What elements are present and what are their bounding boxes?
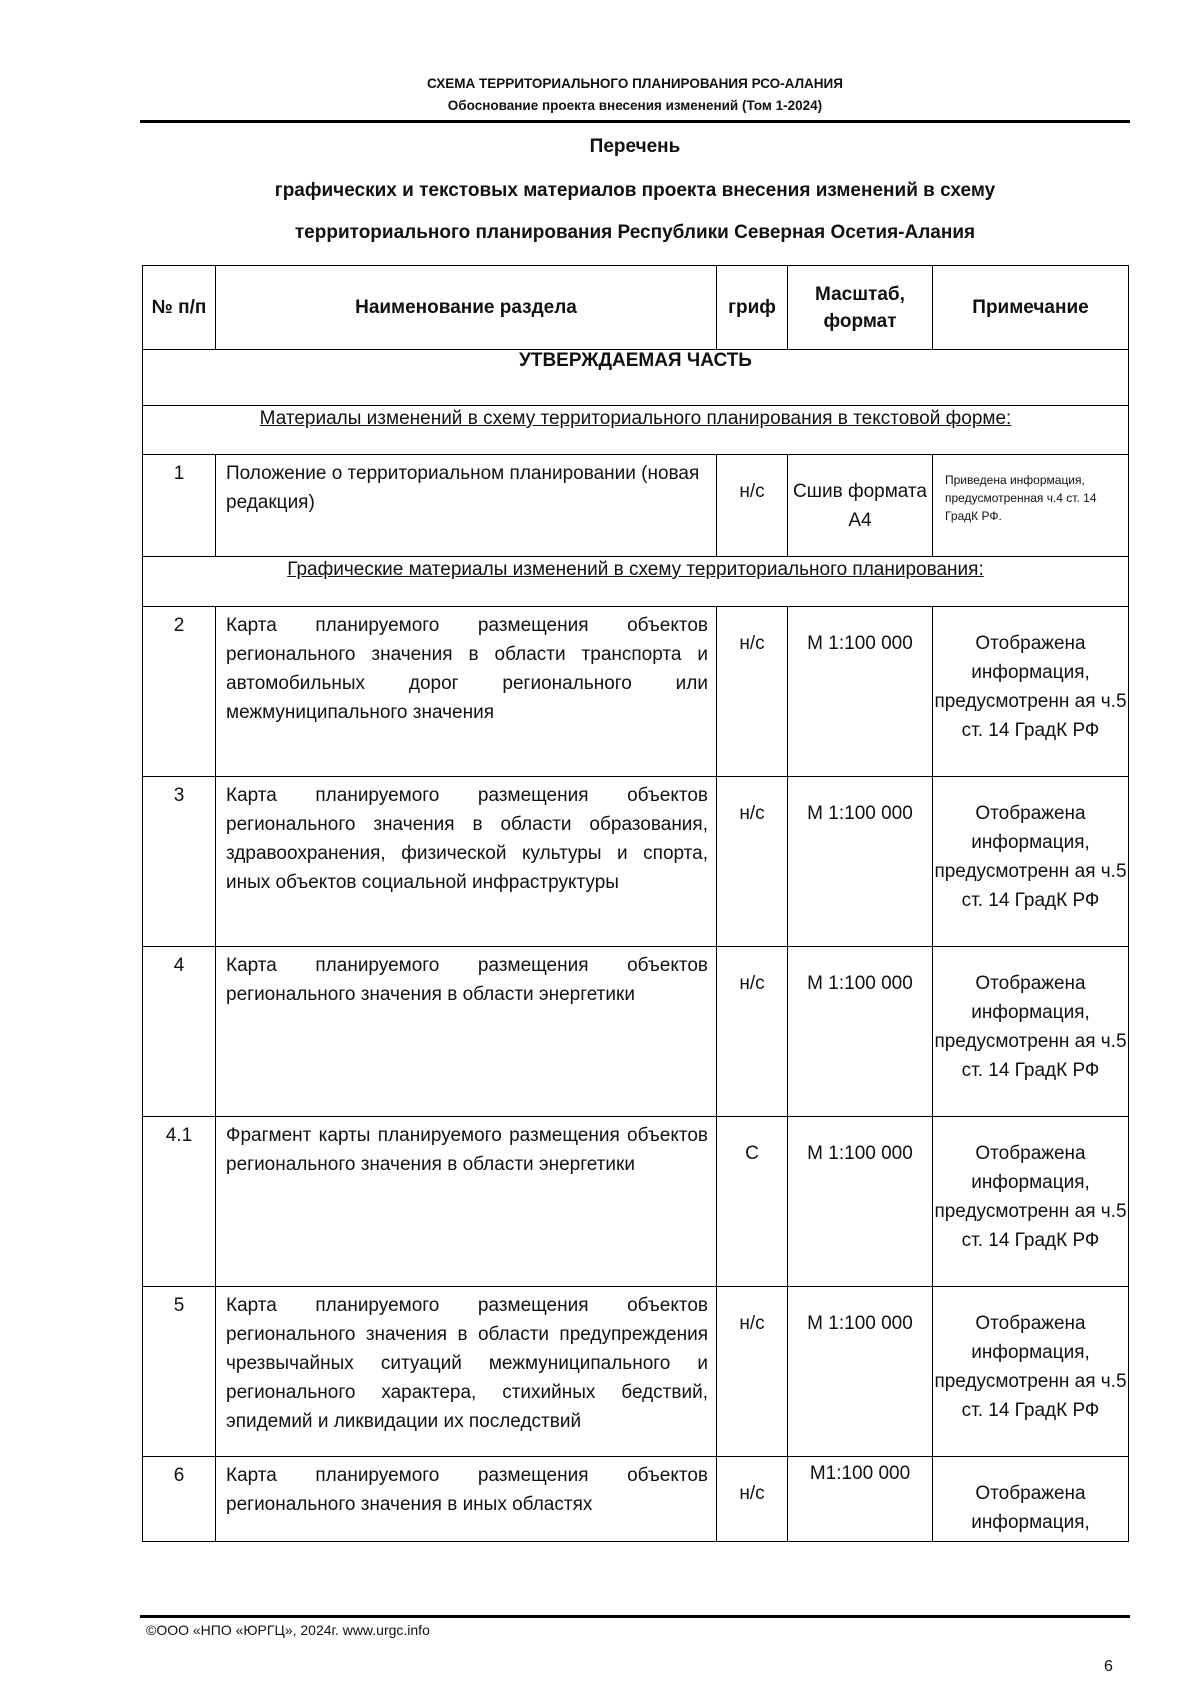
header-rule	[140, 120, 1130, 123]
row-num: 6	[143, 1457, 216, 1542]
table-row	[143, 1457, 1129, 1542]
row-name: Карта планируемого размещения объектов регионального значения в области энергетики	[216, 947, 717, 1117]
row-name: Карта планируемого размещения объектов регионального значения в области предупреждения чрезвычайных ситуаций межмуниципального и регионального характера, стихийных бедствий, эпидемий и ликвидации их последствий	[216, 1287, 717, 1457]
table-row	[143, 1117, 1129, 1287]
row-num: 3	[143, 777, 216, 947]
document-subtitle-line-2: территориального планирования Республики Северная Осетия-Алания	[294, 222, 976, 243]
footer-copyright: ©ООО «НПО «ЮРГЦ», 2024г. www.urgc.info	[146, 1622, 430, 1638]
row-note: Приведена информация, предусмотренная ч.4 ст. 14 ГрадК РФ.	[933, 455, 1129, 557]
row-name: Фрагмент карты планируемого размещения объектов регионального значения в области энергетики	[216, 1117, 717, 1287]
footer-rule	[140, 1615, 1130, 1618]
row-note: Отображена информация, предусмотренн ая ч.5 ст. 14 ГрадК РФ	[933, 1287, 1129, 1457]
row-num: 4.1	[143, 1117, 216, 1287]
document-subtitle-line-1: графических и текстовых материалов проекта внесения изменений в схему	[274, 180, 996, 201]
header-name: Наименование раздела	[216, 266, 717, 350]
row-grif: н/с	[717, 455, 788, 557]
section-row-text	[143, 406, 1129, 455]
row-note: Отображена информация,	[933, 1457, 1129, 1542]
row-num: 4	[143, 947, 216, 1117]
section-row-graphic	[143, 557, 1129, 607]
row-note: Отображена информация, предусмотренн ая ч.5 ст. 14 ГрадК РФ	[933, 777, 1129, 947]
document-title: Перечень	[589, 136, 681, 157]
row-scale: М 1:100 000	[788, 947, 933, 1117]
section-title-text: Материалы изменений в схему территориального планирования в текстовой форме:	[259, 408, 1012, 429]
row-scale: Сшив формата А4	[788, 455, 933, 557]
table-header-row	[143, 266, 1129, 350]
header-grif: гриф	[717, 266, 788, 350]
header-note: Примечание	[933, 266, 1129, 350]
header-line-2: Обоснование проекта внесения изменений (Том 1-2024)	[447, 98, 823, 113]
row-grif: н/с	[717, 777, 788, 947]
row-name: Карта планируемого размещения объектов регионального значения в области образования, здравоохранения, физической культуры и спорта, иных объектов социальной инфраструктуры	[216, 777, 717, 947]
row-grif: н/с	[717, 607, 788, 777]
row-name: Положение о территориальном планировании (новая редакция)	[216, 455, 717, 557]
page-number: 6	[1104, 1658, 1113, 1675]
row-scale: М 1:100 000	[788, 1287, 933, 1457]
row-num: 5	[143, 1287, 216, 1457]
materials-table	[142, 265, 1129, 1542]
row-note: Отображена информация, предусмотренн ая ч.5 ст. 14 ГрадК РФ	[933, 947, 1129, 1117]
row-grif: н/с	[717, 1287, 788, 1457]
row-scale: М 1:100 000	[788, 1117, 933, 1287]
row-note: Отображена информация, предусмотренн ая ч.5 ст. 14 ГрадК РФ	[933, 607, 1129, 777]
header-num: № п/п	[143, 266, 216, 350]
header-scale: Масштаб, формат	[788, 266, 933, 350]
part-title: УТВЕРЖДАЕМАЯ ЧАСТЬ	[143, 350, 1129, 406]
table-row	[143, 1287, 1129, 1457]
row-grif: н/с	[717, 1457, 788, 1542]
running-header	[140, 73, 1130, 117]
row-name: Карта планируемого размещения объектов регионального значения в иных областях	[216, 1457, 717, 1542]
row-grif: н/с	[717, 947, 788, 1117]
row-num: 1	[143, 455, 216, 557]
part-title-row	[143, 350, 1129, 406]
table-row	[143, 777, 1129, 947]
section-title-graphic: Графические материалы изменений в схему территориального планирования:	[287, 559, 984, 580]
row-num: 2	[143, 607, 216, 777]
table-row	[143, 455, 1129, 557]
header-line-1: СХЕМА ТЕРРИТОРИАЛЬНОГО ПЛАНИРОВАНИЯ РСО-АЛАНИЯ	[427, 76, 843, 91]
row-grif: С	[717, 1117, 788, 1287]
row-name: Карта планируемого размещения объектов регионального значения в области транспорта и автомобильных дорог регионального или межмуниципального значения	[216, 607, 717, 777]
table-row	[143, 947, 1129, 1117]
row-scale: М 1:100 000	[788, 607, 933, 777]
row-note: Отображена информация, предусмотренн ая ч.5 ст. 14 ГрадК РФ	[933, 1117, 1129, 1287]
row-scale: М 1:100 000	[788, 777, 933, 947]
row-scale: М1:100 000	[788, 1457, 933, 1542]
table-row	[143, 607, 1129, 777]
